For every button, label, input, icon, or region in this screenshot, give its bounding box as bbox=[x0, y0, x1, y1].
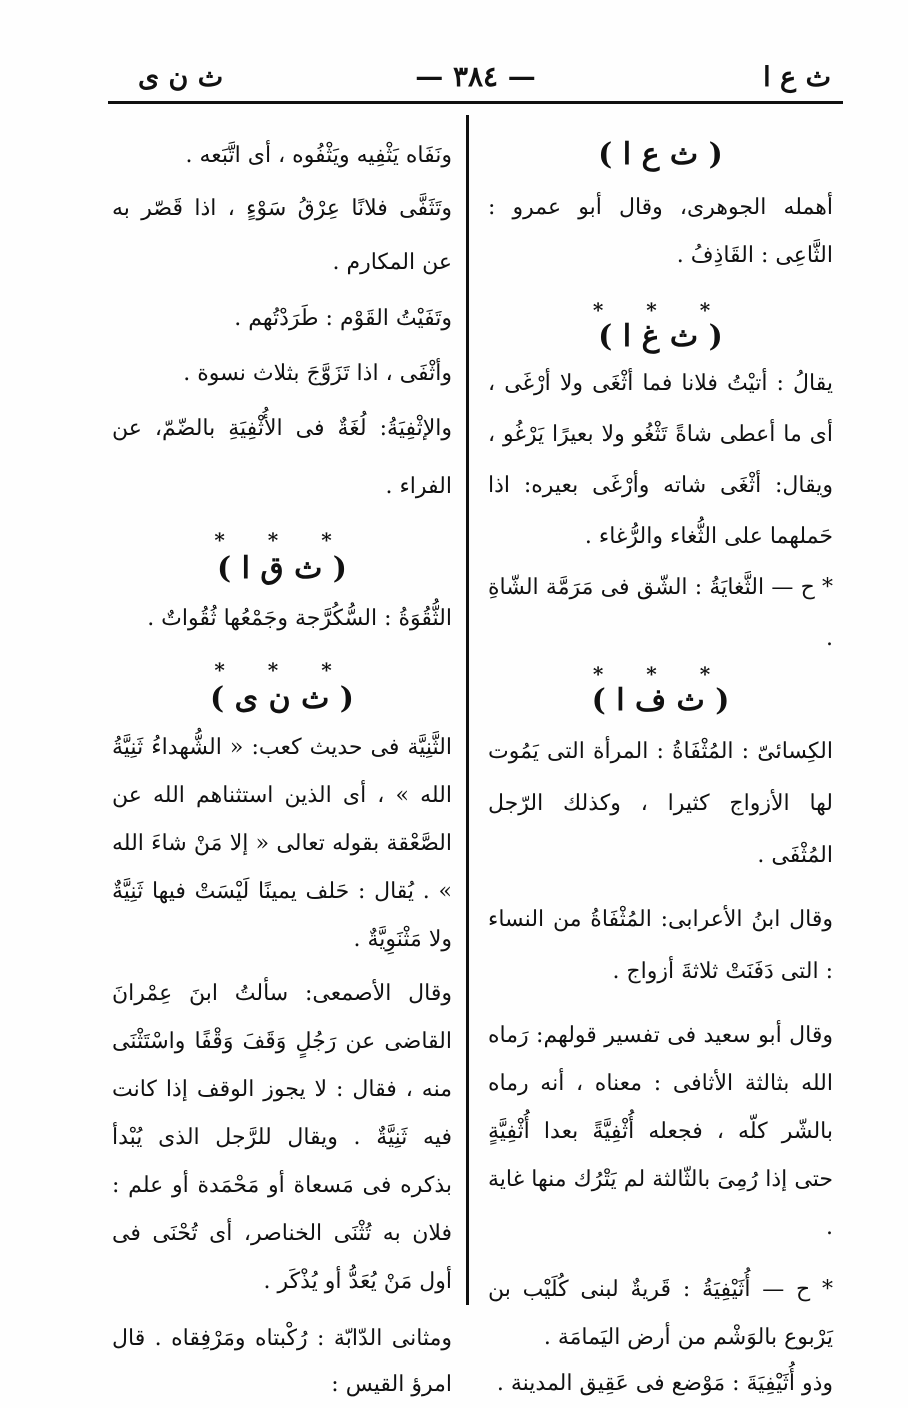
entry-paragraph: وأثْفَى ، اذا تَزَوَّجَ بثلاث نسوة . bbox=[183, 361, 452, 386]
section-separator: * * * bbox=[592, 298, 729, 322]
entry-paragraph: وقال أبو سعيد فى تفسير قولهم: رَماه الله بثالثة الأثافى : معناه ، أنه رماه بالشّر كلّه ، فجعله أُثْفِيَّةً بعدا أُثْفِيَّةٍ حتى إذا رُمِىَ بالثّالثة لم يَتْرُك منها غاية . bbox=[488, 1023, 833, 1240]
entry-paragraph: وتَثَفَّى فلانًا عِرْقُ سَوْءٍ ، اذا قَصّر به عن المكارم . bbox=[112, 196, 452, 275]
entry-paragraph: الكِسائىّ : المُثْفَاةُ : المرأة التى يَمُوت لها الأزواج كثيرا ، وكذلك الرّجل المُثْفَى . bbox=[488, 739, 833, 868]
entry-paragraph: * ح — الثَّغايَةُ : الشّق فى مَرَمَّة الشّاةِ . bbox=[488, 575, 833, 651]
section-separator: * * * bbox=[592, 662, 729, 686]
entry-heading: ( ث ق ا ) bbox=[216, 551, 348, 586]
entry-paragraph: الثَّنِيَّة فى حديث كعب: « الشُّهداءُ ثَنِيَّةُ الله » ، أى الذين استثناهم الله عن الصَّعْقة بقوله تعالى « إلا مَنْ شاءَ الله » . يُقال : حَلف يمينًا لَيْسَتْ فيها ثَنِيَّةٌ ولا مَثْنَوِيَّةٌ . bbox=[112, 735, 452, 952]
left-column bbox=[112, 118, 452, 1408]
entry-paragraph: ومثانى الدّابّة : رُكْبتاه ومَرْفِقاه . قال امرؤ القيس : bbox=[112, 1326, 452, 1397]
entry-paragraph: الثُّقُوَةُ : السُّكُرَّجة وجَمْعُها ثُقُواتٌ . bbox=[147, 606, 452, 631]
entry-heading: ( ث ف ا ) bbox=[591, 683, 730, 718]
page-header bbox=[108, 60, 843, 100]
entry-paragraph: أهمله الجوهرى، وقال أبو عمرو : الثَّاعِى : القَاذِفُ . bbox=[488, 195, 833, 268]
entry-paragraph: وذو أُثَيْفِيَةَ : مَوْضع فى عَقِيق المدينة . bbox=[496, 1371, 833, 1396]
entry-paragraph: وقال الأصمعى: سألتُ ابنَ عِمْرانَ القاضى عن رَجُلٍ وَقَفَ وَقْفًا واسْتَثْنَى منه ، فقال : لا يجوز الوقف إذا كانت فيه ثَنِيَّةٌ . ويقال للرَّجل الذى يُبْدأ بذكره فى مَسعاة أو مَحْمَدة أو علم : فلان به تُثْنَى الخناصر، أى تُحْنَى فى أول مَنْ يُعَدُّ أو يُذْكَر . bbox=[112, 981, 452, 1294]
header-root-right: ث ع ا bbox=[763, 62, 831, 93]
entry-heading: ( ث ع ا ) bbox=[598, 137, 723, 172]
entry-paragraph: وتَفَيْتُ القَوْم : طَرَدْتُهم . bbox=[234, 306, 452, 331]
header-rule bbox=[108, 101, 843, 104]
header-root-left: ث ن ى bbox=[138, 62, 224, 93]
section-separator: * * * bbox=[214, 658, 350, 682]
entry-paragraph: * ح — أُثَيْفِيَةُ : قَريةٌ لبنى كُلَيْب بن يَرْبوع بالوَشْم من أرض اليَمامَة . bbox=[488, 1277, 833, 1350]
entry-heading: ( ث ن ى ) bbox=[210, 681, 354, 716]
entry-heading: ( ث غ ا ) bbox=[598, 319, 723, 354]
entry-paragraph: والإثْفِيَةُ: لُغَةٌ فى الأُثْفِيَةِ بالضّمّ، عن الفراء . bbox=[112, 416, 452, 499]
page-number: — ٣٨٤ — bbox=[415, 60, 536, 93]
entry-paragraph: وقال ابنُ الأعرابى: المُثْفَاةُ من النساء : التى دَفَنَتْ ثلاثةَ أزواج . bbox=[488, 907, 833, 984]
entry-paragraph: يقالُ : أتيْتُ فلانا فما أثْغَى ولا أرْغَى ، أى ما أعطى شاةً تَثْغُو ولا بعيرًا يَرْغُو ، ويقال: أثْغَى شاته وأرْغَى بعيره: اذا حَملهما على الثُّغاء والرُّغاء . bbox=[488, 371, 833, 549]
column-divider bbox=[466, 115, 469, 1305]
right-column bbox=[488, 118, 833, 1406]
entry-paragraph: ونَفَاه يَثْفِيه ويَثْفُوه ، أى اتَّبَعه . bbox=[185, 143, 452, 168]
section-separator: * * * bbox=[214, 528, 350, 552]
